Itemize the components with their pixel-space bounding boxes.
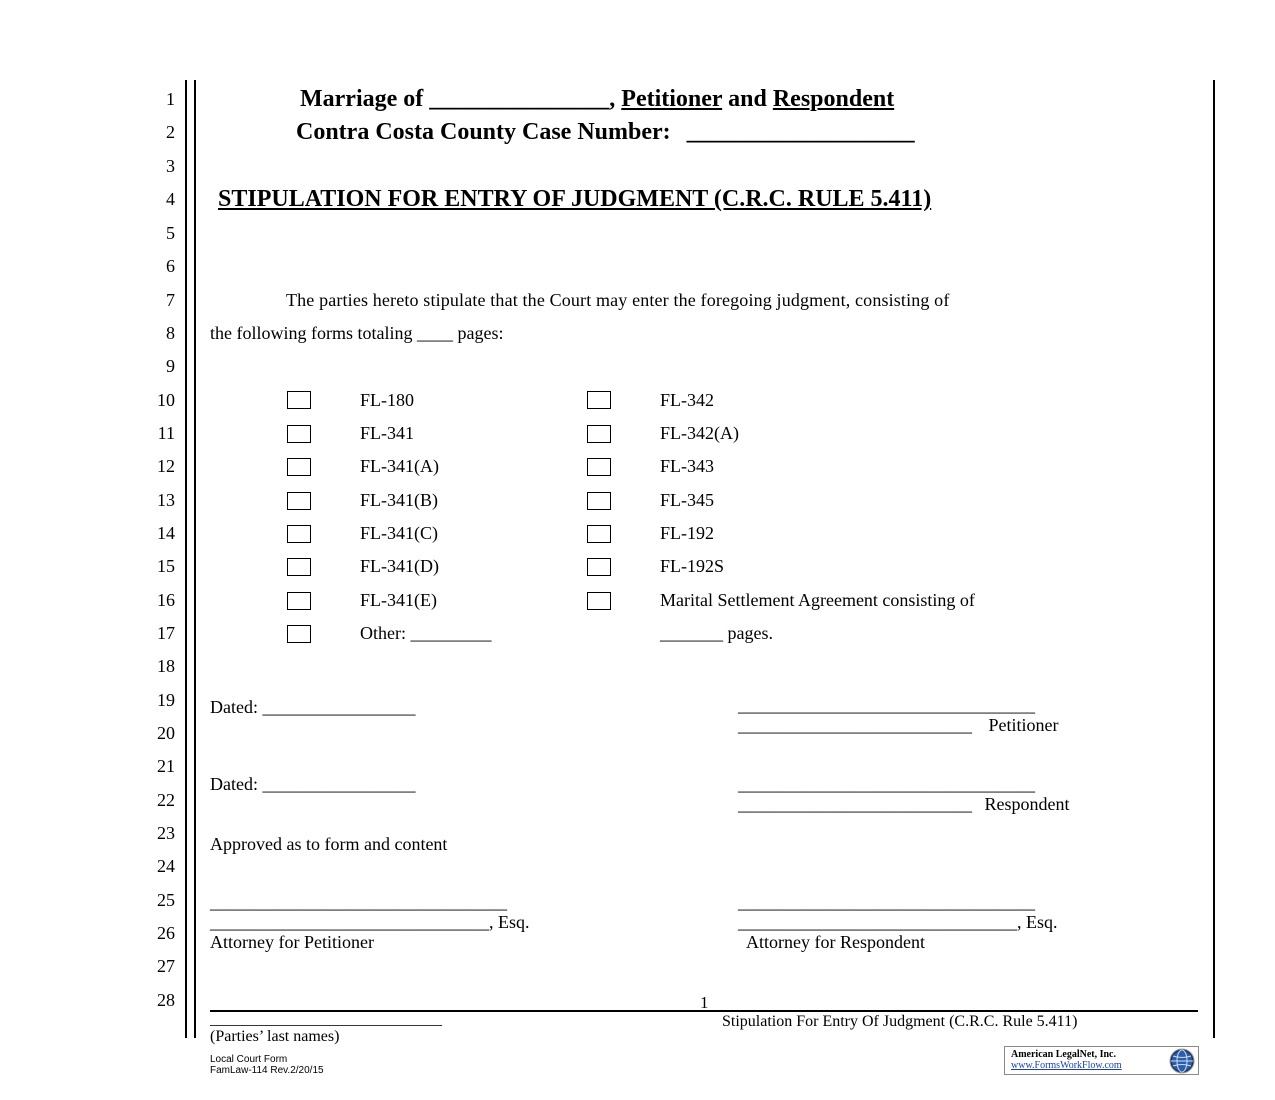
page-number: 1 bbox=[700, 993, 709, 1012]
legalnet-url[interactable]: www.FormsWorkFlow.com bbox=[1011, 1060, 1122, 1071]
respondent-name-blank: __________________________ bbox=[738, 794, 972, 814]
respondent-label: Respondent bbox=[772, 86, 895, 112]
comma: , bbox=[609, 86, 622, 112]
line-number: 16 bbox=[157, 590, 175, 610]
line-number: 14 bbox=[157, 523, 175, 543]
checkbox-fl-345[interactable] bbox=[587, 492, 611, 510]
line-number: 5 bbox=[166, 223, 175, 243]
line-number: 2 bbox=[166, 122, 175, 142]
form-label: FL-343 bbox=[660, 456, 714, 476]
line-number: 21 bbox=[157, 756, 175, 776]
attorney-petitioner-esq-line: _______________________________, Esq. bbox=[210, 912, 530, 932]
attorney-for-respondent-label: Attorney for Respondent bbox=[746, 932, 925, 952]
checkbox-fl-341d[interactable] bbox=[287, 558, 311, 576]
checkbox-fl-341c[interactable] bbox=[287, 525, 311, 543]
attorney-respondent-esq-line: _______________________________, Esq. bbox=[738, 912, 1058, 932]
approved-statement: Approved as to form and content bbox=[210, 834, 448, 854]
checkbox-fl-341b[interactable] bbox=[287, 492, 311, 510]
marriage-prefix: Marriage of bbox=[300, 86, 430, 112]
petitioner-caption: Petitioner bbox=[988, 715, 1059, 735]
left-margin-rule-inner bbox=[194, 80, 196, 1038]
line-number: 10 bbox=[157, 390, 175, 410]
line-number: 27 bbox=[157, 956, 175, 976]
form-label: FL-341 bbox=[360, 423, 414, 443]
parties-names-label: (Parties’ last names) bbox=[210, 1028, 340, 1045]
line-number: 13 bbox=[157, 490, 175, 510]
line-number: 12 bbox=[157, 456, 175, 476]
checkbox-other[interactable] bbox=[287, 625, 311, 643]
form-label: FL-341(E) bbox=[360, 590, 437, 610]
form-label: FL-341(A) bbox=[360, 456, 439, 476]
form-label: FL-342 bbox=[660, 390, 714, 410]
case-number-line bbox=[296, 119, 915, 146]
globe-icon bbox=[1169, 1048, 1195, 1074]
checkbox-msa[interactable] bbox=[587, 592, 611, 610]
form-label: FL-341(B) bbox=[360, 490, 438, 510]
checkbox-fl-192s[interactable] bbox=[587, 558, 611, 576]
dated-field-respondent: Dated: _________________ bbox=[210, 774, 416, 794]
local-court-form-label: Local Court Form bbox=[210, 1054, 288, 1065]
petitioner-name-blank: __________________________ bbox=[738, 715, 972, 735]
line-number: 3 bbox=[166, 156, 175, 176]
form-number: FamLaw-114 Rev.2/20/15 bbox=[210, 1065, 324, 1076]
line-number: 4 bbox=[166, 189, 175, 209]
form-label-other: Other: _________ bbox=[360, 623, 492, 643]
case-number-blank: ___________________ bbox=[686, 119, 915, 145]
form-label: FL-341(D) bbox=[360, 556, 439, 576]
parties-names-line: _____________________________ bbox=[210, 1011, 442, 1028]
line-number: 6 bbox=[166, 256, 175, 276]
respondent-signature-line: _________________________________ bbox=[738, 774, 1035, 794]
attorney-respondent-signature-line: _________________________________ bbox=[738, 892, 1035, 912]
checkbox-fl-341a[interactable] bbox=[287, 458, 311, 476]
line-number: 1 bbox=[166, 89, 175, 109]
line-number: 24 bbox=[157, 856, 175, 876]
checkbox-fl-192[interactable] bbox=[587, 525, 611, 543]
right-margin-rule bbox=[1213, 80, 1215, 1038]
line-number: 25 bbox=[157, 890, 175, 910]
checkbox-fl-341[interactable] bbox=[287, 425, 311, 443]
caption-marriage-line bbox=[300, 86, 894, 113]
case-number-label: Contra Costa County Case Number: bbox=[296, 119, 671, 145]
checkbox-fl-341e[interactable] bbox=[287, 592, 311, 610]
line-number: 11 bbox=[157, 423, 175, 443]
stipulation-text-line1: The parties hereto stipulate that the Court may enter the foregoing judgment, consisting of bbox=[286, 290, 950, 310]
line-number: 22 bbox=[157, 790, 175, 810]
form-label: FL-342(A) bbox=[660, 423, 739, 443]
document-title: STIPULATION FOR ENTRY OF JUDGMENT (C.R.C. RULE 5.411) bbox=[218, 186, 932, 212]
line-number: 18 bbox=[157, 656, 175, 676]
respondent-name-line bbox=[738, 794, 1070, 815]
form-label: FL-341(C) bbox=[360, 523, 438, 543]
msa-pages: _______ pages. bbox=[660, 623, 773, 643]
respondent-caption: Respondent bbox=[984, 794, 1070, 814]
attorney-for-petitioner-label: Attorney for Petitioner bbox=[210, 932, 374, 952]
footer-document-title: Stipulation For Entry Of Judgment (C.R.C. Rule 5.411) bbox=[722, 1013, 1078, 1030]
petitioner-label: Petitioner bbox=[621, 86, 723, 112]
line-number: 28 bbox=[157, 990, 175, 1010]
line-number: 15 bbox=[157, 556, 175, 576]
form-label: FL-192 bbox=[660, 523, 714, 543]
petitioner-signature-line: _________________________________ bbox=[738, 695, 1035, 715]
form-label: FL-192S bbox=[660, 556, 725, 576]
checkbox-fl-342[interactable] bbox=[587, 391, 611, 409]
line-number: 26 bbox=[157, 923, 175, 943]
and-text: and bbox=[722, 86, 773, 112]
checkbox-fl-343[interactable] bbox=[587, 458, 611, 476]
legalnet-logo-box[interactable] bbox=[1004, 1046, 1199, 1075]
petitioner-name-line bbox=[738, 715, 1059, 736]
form-label: FL-345 bbox=[660, 490, 714, 510]
line-number: 9 bbox=[166, 356, 175, 376]
line-number: 19 bbox=[157, 690, 175, 710]
checkbox-fl-180[interactable] bbox=[287, 391, 311, 409]
checkbox-fl-342a[interactable] bbox=[587, 425, 611, 443]
form-label-msa: Marital Settlement Agreement consisting of bbox=[660, 590, 975, 610]
stipulation-text-line2: the following forms totaling ____ pages: bbox=[210, 323, 504, 343]
line-number: 8 bbox=[166, 323, 175, 343]
line-number: 20 bbox=[157, 723, 175, 743]
legalnet-brand: American LegalNet, Inc. bbox=[1011, 1049, 1116, 1060]
form-label: FL-180 bbox=[360, 390, 414, 410]
line-number: 23 bbox=[157, 823, 175, 843]
line-number: 7 bbox=[166, 290, 175, 310]
marriage-blank: _______________ bbox=[429, 86, 610, 112]
left-margin-rule-outer bbox=[185, 80, 187, 1038]
attorney-petitioner-signature-line: _________________________________ bbox=[210, 892, 507, 912]
line-number: 17 bbox=[157, 623, 175, 643]
dated-field-petitioner: Dated: _________________ bbox=[210, 697, 416, 717]
